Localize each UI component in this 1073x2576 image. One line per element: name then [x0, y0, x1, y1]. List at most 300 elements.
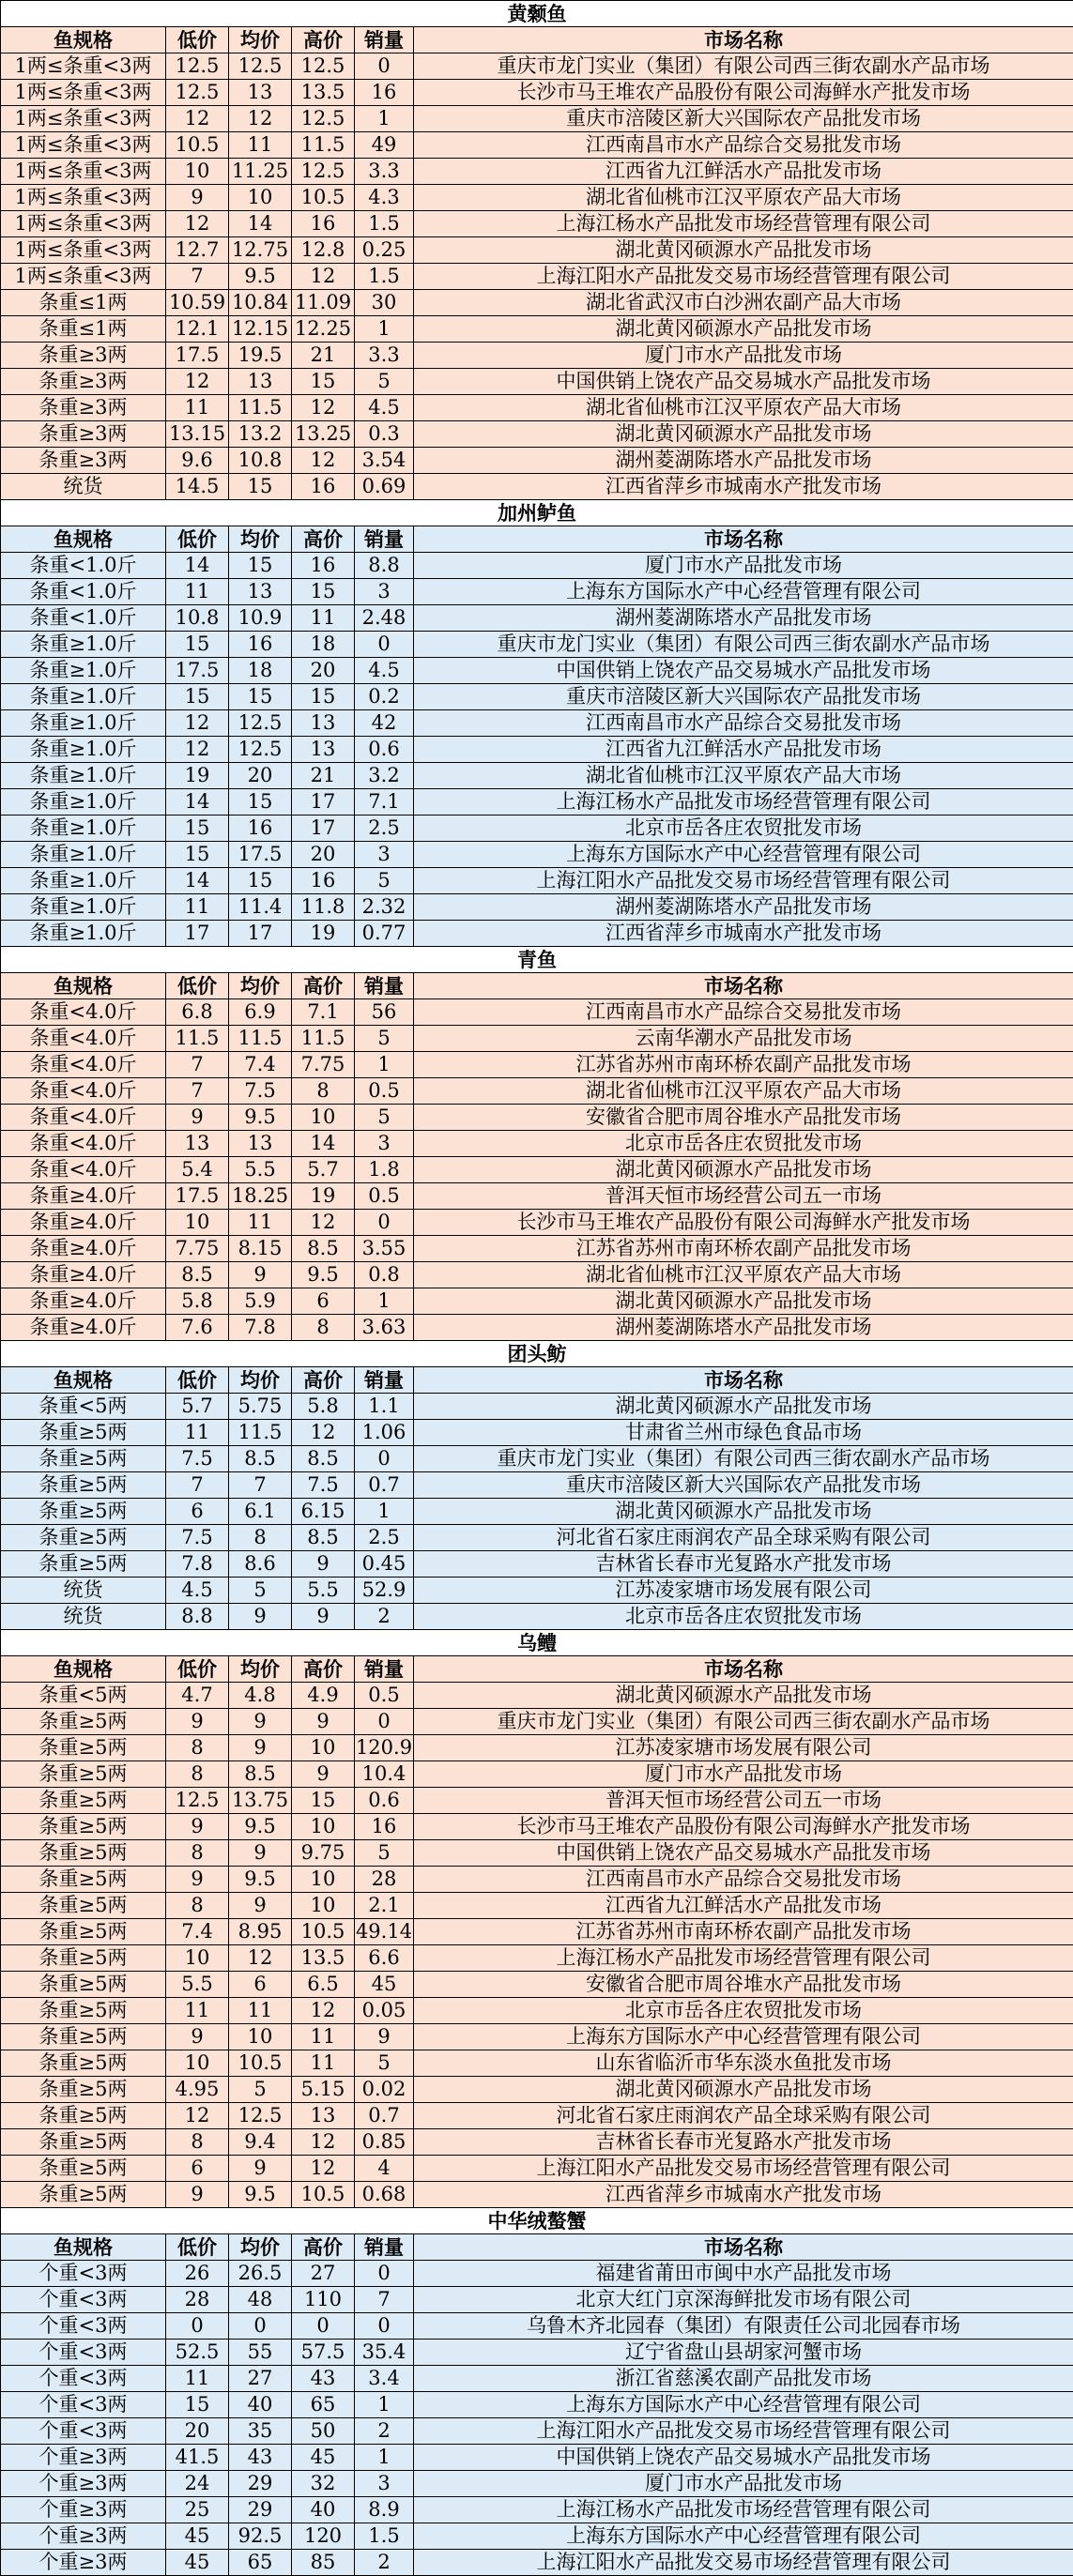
header-row [1, 2234, 1073, 2261]
table-cell: 上海东方国际水产中心经营管理有限公司 [414, 842, 1073, 868]
table-cell: 12 [229, 106, 292, 132]
table-cell: 北京大红门京深海鲜批发市场有限公司 [414, 2287, 1073, 2313]
table-cell: 43 [229, 2445, 292, 2471]
table-cell: 12 [166, 211, 229, 237]
header-row [1, 1656, 1073, 1683]
table-cell: 12.5 [292, 53, 355, 80]
table-cell: 北京市岳各庄农贸批发市场 [414, 1131, 1073, 1157]
table-cell: 江西南昌市水产品综合交易批发市场 [414, 132, 1073, 159]
table-row [1, 2418, 1073, 2445]
table-cell: 0 [355, 632, 414, 658]
table-row [1, 448, 1073, 474]
table-cell: 8 [292, 1315, 355, 1341]
table-cell: 0.45 [355, 1551, 414, 1578]
table-cell: 3.3 [355, 159, 414, 185]
table-cell: 0.8 [355, 1262, 414, 1288]
table-cell: 21 [292, 343, 355, 369]
table-cell: 上海东方国际水产中心经营管理有限公司 [414, 2024, 1073, 2050]
table-cell: 江西省萍乡市城南水产批发市场 [414, 2182, 1073, 2208]
table-cell: 8.5 [229, 1446, 292, 1472]
table-cell: 1 [355, 2445, 414, 2471]
section-title-row [1, 1, 1073, 27]
table-cell: 1两≤条重<3两 [1, 211, 166, 237]
table-cell: 43 [292, 2366, 355, 2392]
table-cell: 11 [166, 894, 229, 921]
table-cell: 17 [229, 921, 292, 947]
table-cell: 统货 [1, 1578, 166, 1604]
table-cell: 10.5 [292, 1919, 355, 1945]
table-cell: 13 [229, 80, 292, 106]
table-cell: 9 [229, 1262, 292, 1288]
table-cell: 17 [292, 815, 355, 842]
table-cell: 湖北黄冈硕源水产品批发市场 [414, 1288, 1073, 1315]
table-cell: 10 [292, 1735, 355, 1761]
table-cell: 12 [292, 1420, 355, 1446]
table-cell: 6.9 [229, 999, 292, 1026]
table-cell: 1 [355, 316, 414, 343]
table-cell: 1.5 [355, 264, 414, 290]
table-cell: 4.8 [229, 1683, 292, 1709]
table-cell: 120 [292, 2523, 355, 2550]
table-cell: 9 [166, 1709, 229, 1735]
column-header: 鱼规格 [1, 526, 166, 553]
table-cell: 1 [355, 1052, 414, 1078]
table-cell: 6 [292, 1288, 355, 1315]
table-row [1, 369, 1073, 395]
table-cell: 普洱天恒市场经营公司五一市场 [414, 1788, 1073, 1814]
table-cell: 15 [166, 842, 229, 868]
table-cell: 个重≥3两 [1, 2471, 166, 2497]
table-cell: 湖北省仙桃市江汉平原农产品大市场 [414, 763, 1073, 789]
table-cell: 16 [229, 632, 292, 658]
table-cell: 上海江杨水产品批发市场经营管理有限公司 [414, 1945, 1073, 1972]
table-cell: 乌鲁木齐北园春（集团）有限责任公司北园春市场 [414, 2313, 1073, 2340]
column-header: 高价 [292, 27, 355, 53]
table-cell: 7.5 [166, 1446, 229, 1472]
table-cell: 7.4 [166, 1919, 229, 1945]
table-row [1, 737, 1073, 763]
table-cell: 11.4 [229, 894, 292, 921]
table-cell: 12.7 [166, 237, 229, 264]
table-cell: 6 [229, 1972, 292, 1998]
section-title-row [1, 1630, 1073, 1656]
table-cell: 10 [292, 1105, 355, 1131]
table-cell: 条重≥1.0斤 [1, 710, 166, 737]
table-cell: 1两≤条重<3两 [1, 80, 166, 106]
table-cell: 2 [355, 2550, 414, 2576]
table-cell: 0.3 [355, 421, 414, 448]
table-cell: 1两≤条重<3两 [1, 264, 166, 290]
table-cell: 28 [166, 2287, 229, 2313]
table-cell: 0.6 [355, 1788, 414, 1814]
table-cell: 0.85 [355, 2129, 414, 2156]
table-cell: 45 [166, 2550, 229, 2576]
table-cell: 5 [355, 868, 414, 894]
table-cell: 15 [292, 579, 355, 605]
table-cell: 45 [292, 2445, 355, 2471]
table-row [1, 2050, 1073, 2077]
table-cell: 7.1 [292, 999, 355, 1026]
table-cell: 17.5 [229, 842, 292, 868]
table-cell: 5.7 [166, 1394, 229, 1420]
table-row [1, 2340, 1073, 2366]
table-cell: 条重≥5两 [1, 1814, 166, 1840]
table-cell: 10 [166, 1945, 229, 1972]
table-cell: 湖北省仙桃市江汉平原农产品大市场 [414, 185, 1073, 211]
table-cell: 0 [355, 1446, 414, 1472]
table-cell: 14 [292, 1131, 355, 1157]
table-row [1, 421, 1073, 448]
table-cell: 15 [229, 474, 292, 500]
table-cell: 上海东方国际水产中心经营管理有限公司 [414, 579, 1073, 605]
section-title: 团头鲂 [1, 1341, 1073, 1367]
table-cell: 7 [166, 1078, 229, 1105]
table-cell: 5.4 [166, 1157, 229, 1183]
table-cell: 条重≥1.0斤 [1, 815, 166, 842]
table-row [1, 1078, 1073, 1105]
table-cell: 个重<3两 [1, 2366, 166, 2392]
table-cell: 3.3 [355, 343, 414, 369]
table-cell: 10.8 [229, 448, 292, 474]
column-header: 市场名称 [414, 2234, 1073, 2261]
table-cell: 10 [166, 2050, 229, 2077]
table-cell: 19 [292, 921, 355, 947]
table-cell: 4.5 [355, 395, 414, 421]
table-row [1, 2523, 1073, 2550]
column-header: 均价 [229, 1656, 292, 1683]
table-row [1, 868, 1073, 894]
header-row [1, 973, 1073, 999]
table-cell: 18.25 [229, 1183, 292, 1210]
table-cell: 12.5 [166, 53, 229, 80]
table-cell: 条重≥1.0斤 [1, 632, 166, 658]
table-cell: 安徽省合肥市周谷堆水产品批发市场 [414, 1105, 1073, 1131]
column-header: 销量 [355, 526, 414, 553]
table-cell: 29 [229, 2497, 292, 2523]
table-cell: 3 [355, 579, 414, 605]
table-cell: 10 [166, 159, 229, 185]
table-cell: 0.02 [355, 2077, 414, 2103]
table-cell: 江西南昌市水产品综合交易批发市场 [414, 999, 1073, 1026]
table-cell: 湖北黄冈硕源水产品批发市场 [414, 1683, 1073, 1709]
table-row [1, 2497, 1073, 2523]
table-cell: 厦门市水产品批发市场 [414, 2471, 1073, 2497]
table-row [1, 1893, 1073, 1919]
table-cell: 7.5 [292, 1472, 355, 1499]
column-header: 销量 [355, 973, 414, 999]
table-cell: 6.8 [166, 999, 229, 1026]
table-row [1, 1919, 1073, 1945]
table-cell: 条重≥4.0斤 [1, 1262, 166, 1288]
table-cell: 9.5 [229, 1867, 292, 1893]
section-title-row [1, 1341, 1073, 1367]
table-cell: 12 [166, 710, 229, 737]
table-cell: 45 [166, 2523, 229, 2550]
table-cell: 湖北黄冈硕源水产品批发市场 [414, 237, 1073, 264]
table-cell: 4.95 [166, 2077, 229, 2103]
table-cell: 2 [355, 1604, 414, 1630]
table-cell: 13 [166, 1131, 229, 1157]
table-cell: 河北省石家庄雨润农产品全球采购有限公司 [414, 2103, 1073, 2129]
table-row [1, 1551, 1073, 1578]
table-cell: 上海东方国际水产中心经营管理有限公司 [414, 2392, 1073, 2418]
table-cell: 8 [166, 1840, 229, 1867]
table-cell: 16 [292, 474, 355, 500]
table-cell: 8.6 [229, 1551, 292, 1578]
table-cell: 12.8 [292, 237, 355, 264]
column-header: 低价 [166, 27, 229, 53]
table-cell: 条重<4.0斤 [1, 1105, 166, 1131]
table-cell: 江西省萍乡市城南水产批发市场 [414, 921, 1073, 947]
table-cell: 7 [166, 1472, 229, 1499]
table-cell: 江西省九江鲜活水产品批发市场 [414, 737, 1073, 763]
table-cell: 5.15 [292, 2077, 355, 2103]
table-cell: 7.8 [229, 1315, 292, 1341]
table-cell: 45 [355, 1972, 414, 1998]
table-cell: 厦门市水产品批发市场 [414, 1761, 1073, 1788]
table-cell: 15 [292, 369, 355, 395]
table-row [1, 2077, 1073, 2103]
column-header: 高价 [292, 2234, 355, 2261]
table-cell: 条重≥4.0斤 [1, 1183, 166, 1210]
table-cell: 3 [355, 1131, 414, 1157]
table-cell: 12 [292, 1998, 355, 2024]
table-row [1, 1262, 1073, 1288]
table-cell: 11.25 [229, 159, 292, 185]
table-cell: 20 [292, 658, 355, 684]
table-cell: 5.75 [229, 1394, 292, 1420]
table-cell: 13.25 [292, 421, 355, 448]
table-cell: 7.6 [166, 1315, 229, 1341]
column-header: 高价 [292, 973, 355, 999]
table-cell: 条重≥5两 [1, 1709, 166, 1735]
table-cell: 12.25 [292, 316, 355, 343]
table-cell: 江苏省苏州市南环桥农副产品批发市场 [414, 1052, 1073, 1078]
table-cell: 条重≥4.0斤 [1, 1315, 166, 1341]
table-cell: 8 [166, 1761, 229, 1788]
table-cell: 4.5 [166, 1578, 229, 1604]
table-cell: 条重≥1.0斤 [1, 894, 166, 921]
table-cell: 上海江阳水产品批发交易市场经营管理有限公司 [414, 264, 1073, 290]
table-cell: 个重<3两 [1, 2287, 166, 2313]
table-cell: 条重<5两 [1, 1683, 166, 1709]
table-cell: 重庆市龙门实业（集团）有限公司西三街农副水产品市场 [414, 1709, 1073, 1735]
table-cell: 11 [292, 605, 355, 632]
table-row [1, 710, 1073, 737]
table-cell: 1两≤条重<3两 [1, 132, 166, 159]
table-cell: 12 [166, 2103, 229, 2129]
table-cell: 条重≥1.0斤 [1, 737, 166, 763]
table-cell: 11 [166, 579, 229, 605]
table-cell: 湖北省仙桃市江汉平原农产品大市场 [414, 1262, 1073, 1288]
table-row [1, 1867, 1073, 1893]
table-cell: 条重≥1.0斤 [1, 684, 166, 710]
table-row [1, 763, 1073, 789]
table-cell: 65 [229, 2550, 292, 2576]
table-cell: 条重<4.0斤 [1, 1052, 166, 1078]
table-cell: 10.84 [229, 290, 292, 316]
table-cell: 9 [166, 1814, 229, 1840]
table-row [1, 684, 1073, 710]
table-cell: 重庆市涪陵区新大兴国际农产品批发市场 [414, 106, 1073, 132]
table-cell: 条重<4.0斤 [1, 1157, 166, 1183]
table-cell: 9.6 [166, 448, 229, 474]
table-cell: 9 [229, 1893, 292, 1919]
table-cell: 17.5 [166, 343, 229, 369]
table-cell: 江苏凌家塘市场发展有限公司 [414, 1735, 1073, 1761]
table-cell: 0 [355, 1210, 414, 1236]
table-row [1, 1525, 1073, 1551]
table-cell: 9 [166, 1867, 229, 1893]
table-cell: 上海江阳水产品批发交易市场经营管理有限公司 [414, 2418, 1073, 2445]
table-cell: 0.6 [355, 737, 414, 763]
table-cell: 11 [166, 1420, 229, 1446]
table-cell: 个重<3两 [1, 2340, 166, 2366]
table-row [1, 1709, 1073, 1735]
table-cell: 湖北黄冈硕源水产品批发市场 [414, 2077, 1073, 2103]
table-cell: 湖州菱湖陈塔水产品批发市场 [414, 894, 1073, 921]
table-cell: 安徽省合肥市周谷堆水产品批发市场 [414, 1972, 1073, 1998]
table-cell: 15 [229, 684, 292, 710]
table-cell: 13 [292, 710, 355, 737]
table-cell: 12 [292, 2129, 355, 2156]
table-cell: 16 [229, 815, 292, 842]
table-cell: 条重≥5两 [1, 1972, 166, 1998]
table-cell: 条重<4.0斤 [1, 1131, 166, 1157]
table-cell: 条重≥3两 [1, 448, 166, 474]
table-cell: 10 [292, 1814, 355, 1840]
table-cell: 12.5 [229, 710, 292, 737]
table-cell: 重庆市龙门实业（集团）有限公司西三街农副水产品市场 [414, 632, 1073, 658]
table-cell: 12.5 [229, 737, 292, 763]
table-cell: 条重≥3两 [1, 395, 166, 421]
table-cell: 5.5 [166, 1972, 229, 1998]
table-row [1, 2156, 1073, 2182]
table-cell: 14 [229, 211, 292, 237]
table-cell: 个重<3两 [1, 2418, 166, 2445]
table-cell: 湖北黄冈硕源水产品批发市场 [414, 1499, 1073, 1525]
table-cell: 42 [355, 710, 414, 737]
table-cell: 0.77 [355, 921, 414, 947]
table-row [1, 1315, 1073, 1341]
table-cell: 4 [355, 2156, 414, 2182]
table-cell: 9 [292, 1761, 355, 1788]
table-cell: 重庆市涪陵区新大兴国际农产品批发市场 [414, 684, 1073, 710]
table-cell: 9.5 [292, 1262, 355, 1288]
table-row [1, 237, 1073, 264]
table-cell: 13.2 [229, 421, 292, 448]
table-cell: 江苏凌家塘市场发展有限公司 [414, 1578, 1073, 1604]
table-cell: 9 [292, 1604, 355, 1630]
table-cell: 1.1 [355, 1394, 414, 1420]
table-cell: 3.55 [355, 1236, 414, 1262]
table-cell: 1.8 [355, 1157, 414, 1183]
table-cell: 江西南昌市水产品综合交易批发市场 [414, 710, 1073, 737]
table-cell: 9 [166, 185, 229, 211]
table-row [1, 815, 1073, 842]
table-cell: 4.3 [355, 185, 414, 211]
table-cell: 5.5 [229, 1157, 292, 1183]
table-cell: 中国供销上饶农产品交易城水产品批发市场 [414, 369, 1073, 395]
table-cell: 条重<1.0斤 [1, 579, 166, 605]
table-cell: 7.5 [229, 1078, 292, 1105]
table-cell: 1 [355, 1288, 414, 1315]
table-cell: 0 [355, 2313, 414, 2340]
table-cell: 条重≥3两 [1, 343, 166, 369]
column-header: 销量 [355, 1367, 414, 1394]
column-header: 鱼规格 [1, 27, 166, 53]
table-cell: 8.15 [229, 1236, 292, 1262]
column-header: 均价 [229, 2234, 292, 2261]
table-cell: 120.9 [355, 1735, 414, 1761]
table-cell: 7.5 [166, 1525, 229, 1551]
table-cell: 8 [166, 1735, 229, 1761]
table-cell: 11.09 [292, 290, 355, 316]
table-cell: 16 [355, 1814, 414, 1840]
table-cell: 江苏省苏州市南环桥农副产品批发市场 [414, 1236, 1073, 1262]
table-row [1, 605, 1073, 632]
table-cell: 26.5 [229, 2261, 292, 2287]
column-header: 低价 [166, 1656, 229, 1683]
table-cell: 11 [166, 1998, 229, 2024]
column-header: 销量 [355, 1656, 414, 1683]
table-cell: 12 [292, 2156, 355, 2182]
table-row [1, 132, 1073, 159]
table-cell: 12 [292, 264, 355, 290]
table-cell: 2.48 [355, 605, 414, 632]
table-cell: 11 [229, 1998, 292, 2024]
table-cell: 8 [166, 1893, 229, 1919]
table-cell: 8.5 [292, 1525, 355, 1551]
table-row [1, 1157, 1073, 1183]
table-cell: 1.5 [355, 211, 414, 237]
table-row [1, 1394, 1073, 1420]
table-cell: 9 [166, 2024, 229, 2050]
table-cell: 0.5 [355, 1183, 414, 1210]
table-cell: 条重≥5两 [1, 1761, 166, 1788]
table-cell: 3 [355, 2471, 414, 2497]
table-cell: 85 [292, 2550, 355, 2576]
table-cell: 湖北省仙桃市江汉平原农产品大市场 [414, 395, 1073, 421]
table-cell: 5 [355, 1026, 414, 1052]
table-cell: 13.5 [292, 80, 355, 106]
table-cell: 统货 [1, 1604, 166, 1630]
table-row [1, 1840, 1073, 1867]
table-cell: 长沙市马王堆农产品股份有限公司海鲜水产批发市场 [414, 80, 1073, 106]
column-header: 低价 [166, 1367, 229, 1394]
table-cell: 湖北省仙桃市江汉平原农产品大市场 [414, 1078, 1073, 1105]
table-row [1, 1814, 1073, 1840]
table-cell: 27 [229, 2366, 292, 2392]
table-cell: 0.5 [355, 1683, 414, 1709]
table-row [1, 1026, 1073, 1052]
table-cell: 13.5 [292, 1945, 355, 1972]
table-cell: 7 [229, 1472, 292, 1499]
table-cell: 上海江阳水产品批发交易市场经营管理有限公司 [414, 868, 1073, 894]
table-cell: 北京市岳各庄农贸批发市场 [414, 1998, 1073, 2024]
table-cell: 5 [355, 369, 414, 395]
section-title-row [1, 500, 1073, 526]
table-cell: 9 [229, 2156, 292, 2182]
column-header: 市场名称 [414, 973, 1073, 999]
table-cell: 49.14 [355, 1919, 414, 1945]
table-cell: 11.5 [292, 1026, 355, 1052]
table-cell: 9.5 [229, 1814, 292, 1840]
table-cell: 15 [229, 789, 292, 815]
table-cell: 12.5 [292, 106, 355, 132]
table-cell: 重庆市龙门实业（集团）有限公司西三街农副水产品市场 [414, 53, 1073, 80]
table-row [1, 2471, 1073, 2497]
